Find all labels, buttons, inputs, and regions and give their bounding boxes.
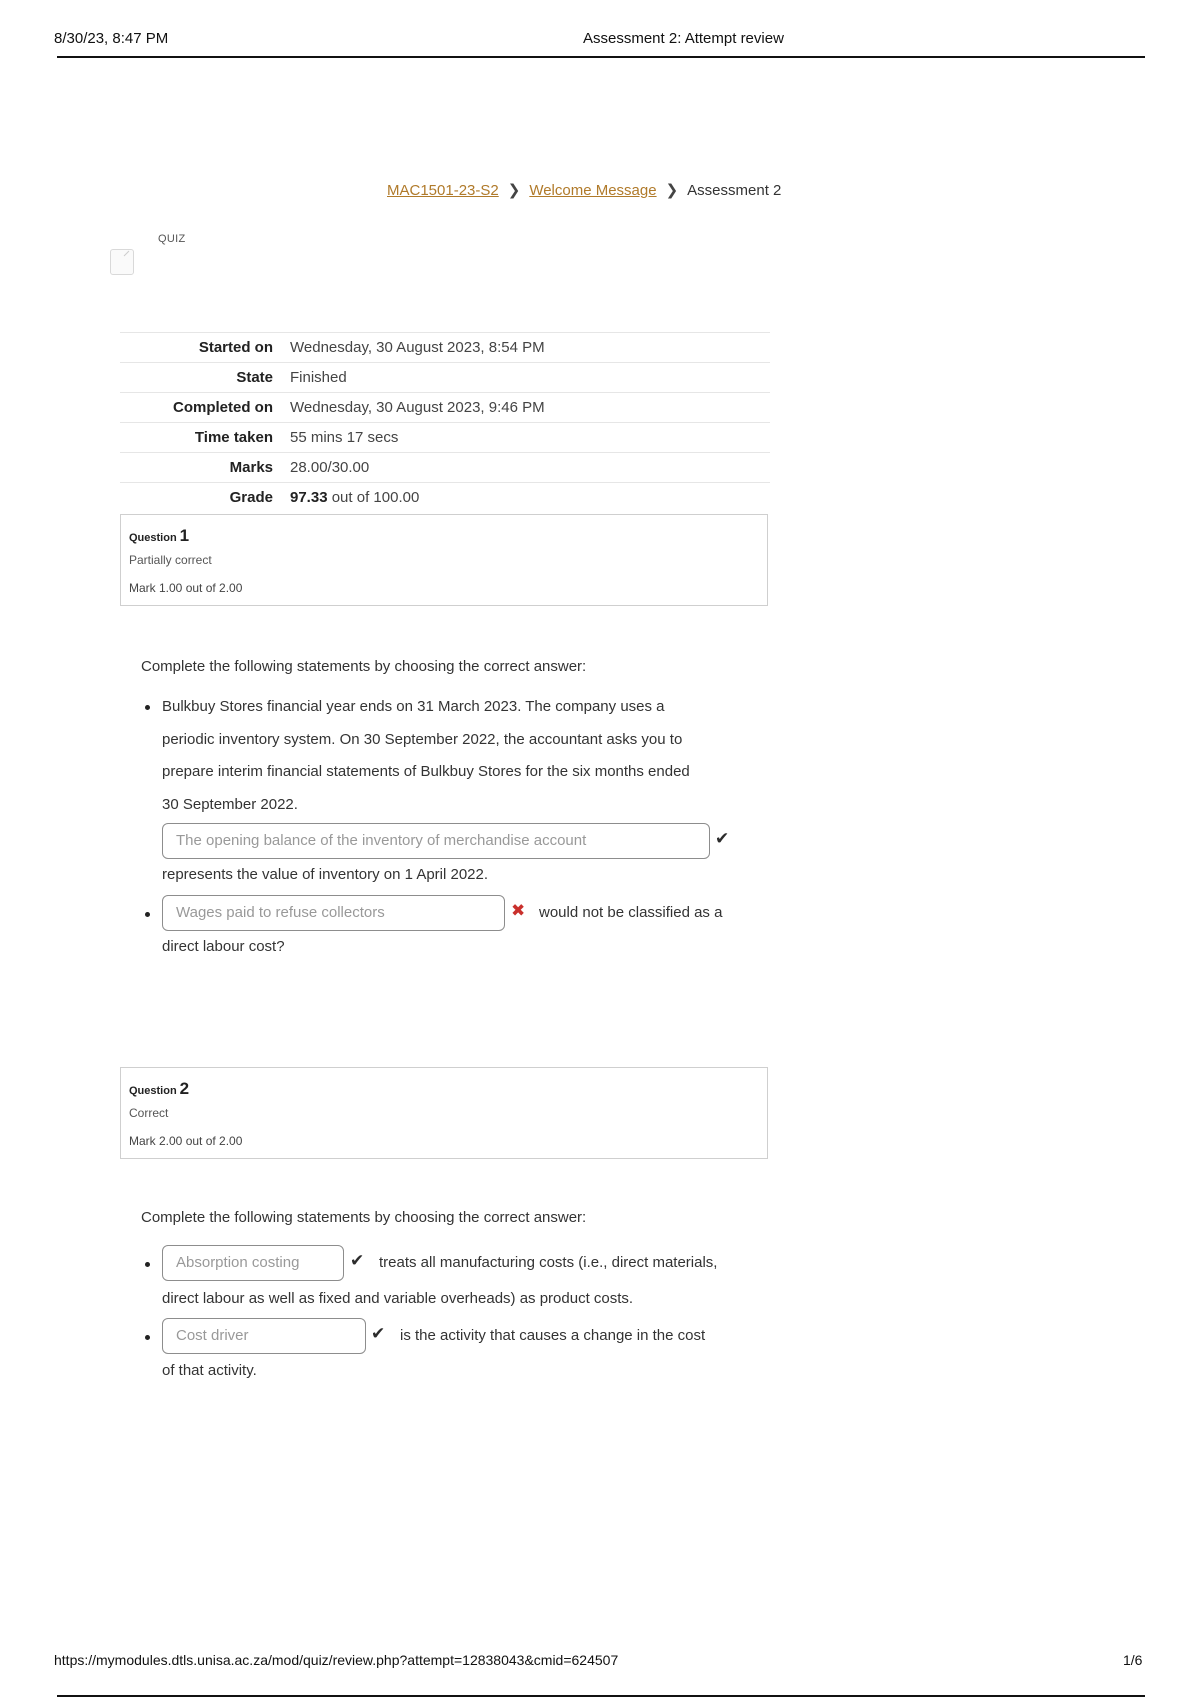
print-title: Assessment 2: Attempt review [583,30,784,47]
q1-item1-line1: Bulkbuy Stores financial year ends on 31 March 2023. The company uses a [162,698,665,715]
check-icon: ✔ [715,829,730,848]
summary-label: Grade [229,489,273,506]
chevron-right-icon: ❯ [507,182,521,199]
q1-item2-after: would not be classified as a [539,904,723,921]
grade-suffix: out of 100.00 [331,489,420,506]
summary-label: State [236,369,273,386]
print-page-number: 1/6 [1123,1652,1143,1668]
summary-label: Marks [229,459,273,476]
bullet [145,1262,150,1267]
check-icon: ✔ [371,1324,386,1343]
quiz-label: QUIZ [158,233,186,245]
summary-row-state [120,363,770,393]
summary-value: 55 mins 17 secs [290,429,399,446]
summary-label: Time taken [194,429,273,446]
summary-row-time [120,423,770,453]
footer-rule [57,1695,1145,1697]
attempt-summary-table [120,332,770,512]
q2-item1-after2: direct labour as well as fixed and variable overheads) as product costs. [162,1290,634,1307]
question-mark: Mark 1.00 out of 2.00 [129,581,243,595]
summary-value: 28.00/30.00 [290,459,370,476]
summary-value: Wednesday, 30 August 2023, 9:46 PM [290,399,545,416]
breadcrumb-current: Assessment 2 [687,181,782,199]
header-rule [57,56,1145,58]
question-number: Question 1 [129,526,190,545]
breadcrumb [387,181,781,199]
q1-item1-line2: periodic inventory system. On 30 September 2022, the accountant asks you to [162,731,683,748]
q1-item2-after2: direct labour cost? [162,938,285,955]
question-state: Partially correct [129,553,212,567]
question-number: Question 2 [129,1079,190,1098]
cross-icon: ✖ [511,901,526,920]
grade-value: 97.33 [290,489,328,506]
summary-row-completed [120,393,770,423]
bullet [145,1335,150,1340]
question-2-info [120,1067,768,1159]
question-2-prompt: Complete the following statements by choosing the correct answer: [141,1209,587,1226]
print-url: https://mymodules.dtls.unisa.ac.za/mod/quiz/review.php?attempt=12838043&cmid=624507 [54,1652,619,1668]
q2-item1-after: treats all manufacturing costs (i.e., direct materials, [379,1254,718,1271]
summary-value: Wednesday, 30 August 2023, 8:54 PM [290,339,545,356]
bullet [145,705,150,710]
summary-row-marks [120,453,770,483]
q2-item2-after: is the activity that causes a change in the cost [400,1327,706,1344]
summary-row-grade [120,483,770,513]
q1-item1-after: represents the value of inventory on 1 April 2022. [162,866,489,883]
q1-item1-line3: prepare interim financial statements of Bulkbuy Stores for the six months ended [162,763,690,780]
bullet [145,912,150,917]
question-mark: Mark 2.00 out of 2.00 [129,1134,243,1148]
question-1-prompt: Complete the following statements by choosing the correct answer: [141,658,587,675]
q1-item1-line4: 30 September 2022. [162,796,298,813]
q2-answer-select-1[interactable]: Absorption costing [162,1245,344,1281]
chevron-right-icon: ❯ [665,182,679,199]
print-datetime: 8/30/23, 8:47 PM [54,30,169,47]
question-state: Correct [129,1106,169,1120]
q2-item2-after2: of that activity. [162,1362,257,1379]
breadcrumb-welcome-link[interactable]: Welcome Message [529,181,657,199]
summary-label: Started on [198,339,273,356]
quiz-icon [110,249,134,275]
summary-value: Finished [290,369,347,386]
check-icon: ✔ [350,1251,365,1270]
summary-row-started [120,333,770,363]
breadcrumb-course-link[interactable]: MAC1501-23-S2 [387,181,499,199]
summary-label: Completed on [173,399,273,416]
summary-value [273,483,770,513]
q2-answer-select-2[interactable]: Cost driver [162,1318,366,1354]
q1-answer-select-2[interactable]: Wages paid to refuse collectors [162,895,505,931]
q1-answer-select-1[interactable]: The opening balance of the inventory of merchandise account [162,823,710,859]
question-1-info [120,514,768,606]
